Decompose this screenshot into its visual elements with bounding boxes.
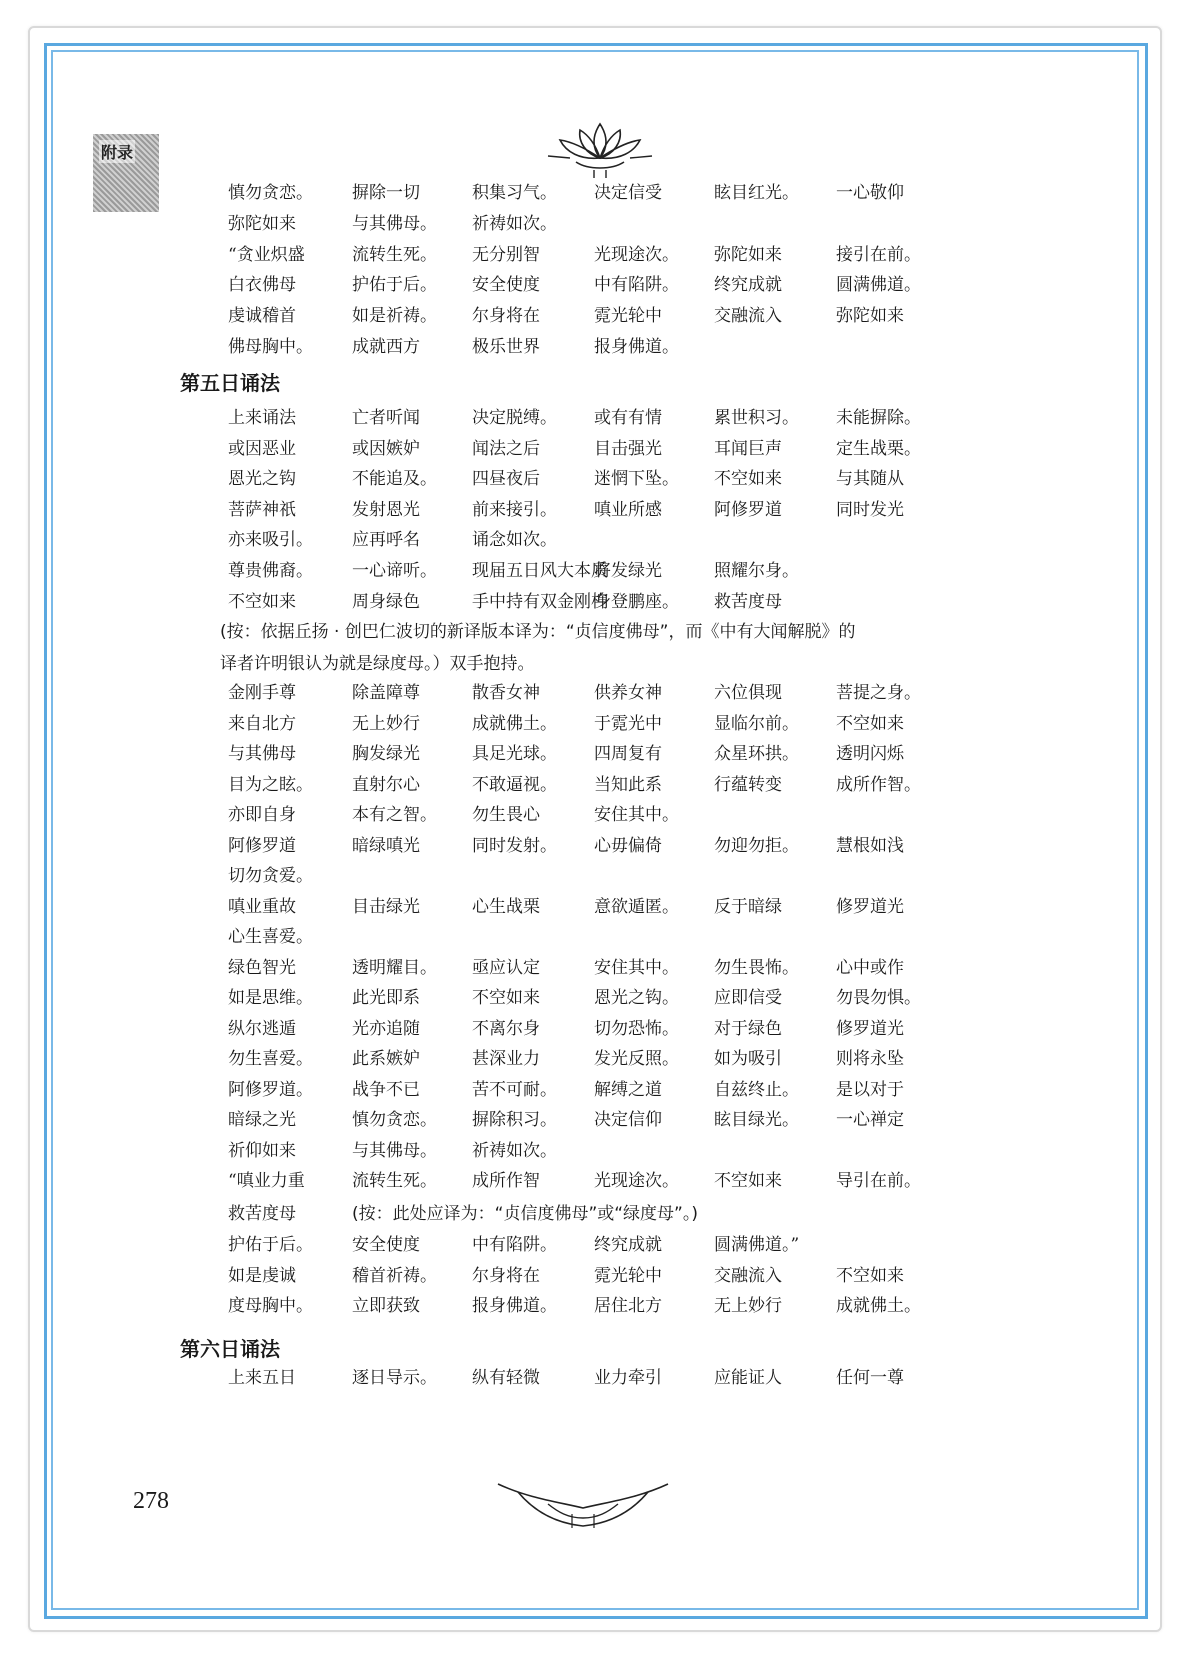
verse-phrase: 慎勿贪恋。: [228, 183, 313, 203]
verse-row: [0, 983, 1188, 1013]
verse-phrase: 亡者听闻: [352, 408, 420, 428]
verse-row: [0, 1230, 1188, 1260]
verse-row: [0, 434, 1188, 464]
verse-phrase: 阿修罗道。: [228, 1079, 313, 1100]
verse-phrase: 目击绿光: [352, 896, 420, 917]
verse-phrase: 弥陀如来: [836, 306, 904, 327]
verse-row: [0, 1014, 1188, 1044]
verse-row: [0, 178, 1188, 208]
verse-phrase: 照耀尔身。: [714, 561, 799, 581]
verse-phrase: 圆满佛道。”: [714, 1235, 800, 1255]
verse-phrase: 决定信仰: [594, 1110, 662, 1130]
verse-phrase: 任何一尊: [836, 1368, 904, 1388]
verse-phrase: 或有有情: [594, 408, 662, 428]
verse-row: [0, 464, 1188, 494]
verse-phrase: 不空如来: [472, 988, 540, 1008]
verse-phrase: 周身绿色: [352, 591, 420, 612]
verse-phrase: 极乐世界: [472, 337, 540, 357]
verse-phrase: 与其佛母。: [352, 213, 437, 234]
verse-phrase: 终究成就: [714, 275, 782, 296]
verse-phrase: 一心谛听。: [352, 561, 437, 581]
verse-phrase: 手中持有双金刚杵: [472, 591, 608, 612]
verse-phrase: 金刚手尊: [228, 683, 296, 703]
verse-phrase: 安全使度: [472, 275, 540, 296]
verse-phrase: 同时发光: [836, 499, 904, 520]
verse-phrase: 慧根如浅: [836, 835, 904, 856]
verse-phrase: 护佑于后。: [352, 275, 437, 296]
verse-phrase: 应再呼名: [352, 530, 420, 551]
verse-phrase: 发射恩光: [352, 499, 420, 520]
verse-phrase: 心生喜爱。: [228, 927, 313, 947]
verse-phrase: 成就佛土。: [472, 713, 557, 734]
verse-phrase: “贪业炽盛: [228, 244, 305, 265]
verse-phrase: 如是思维。: [228, 988, 313, 1008]
verse-phrase: 散香女神: [472, 683, 540, 703]
verse-phrase: 弥陀如来: [714, 244, 782, 265]
verse-phrase: 胸发绿光: [352, 744, 420, 764]
verse-row: [0, 1136, 1188, 1166]
verse-row: [0, 495, 1188, 525]
verse-phrase: 救苦度母: [714, 591, 782, 612]
translator-note-1: [220, 616, 980, 680]
verse-phrase: 安住其中。: [594, 957, 679, 978]
verse-phrase: 切勿恐怖。: [594, 1018, 679, 1039]
verse-phrase: 心中或作: [836, 957, 904, 978]
verse-phrase: 如为吸引: [714, 1049, 782, 1069]
verse-phrase: 不能追及。: [352, 469, 437, 490]
verse-phrase: 成所作智。: [836, 774, 921, 795]
verse-phrase: “嗔业力重: [228, 1171, 305, 1191]
verse-phrase: 一心禅定: [836, 1110, 904, 1130]
verse-row: [0, 800, 1188, 830]
verse-row: [0, 1075, 1188, 1105]
verse-phrase: 不空如来: [714, 1171, 782, 1191]
verse-phrase: 嗔业所感: [594, 499, 662, 520]
verse-phrase: 交融流入: [714, 306, 782, 327]
verse-phrase: 恩光之钩。: [594, 988, 679, 1008]
verse-phrase: 报身佛道。: [594, 337, 679, 357]
verse-phrase: 具足光球。: [472, 744, 557, 764]
verse-phrase: 菩萨神祇: [228, 499, 296, 520]
verse-phrase: 与其佛母。: [352, 1140, 437, 1161]
verse-phrase: 累世积习。: [714, 408, 799, 428]
verse-phrase: 流转生死。: [352, 244, 437, 265]
translator-note-2-row: [0, 1199, 1188, 1229]
verse-row: [0, 892, 1188, 922]
verse-phrase: 决定脱缚。: [472, 408, 557, 428]
verse-phrase: 祈仰如来: [228, 1140, 296, 1161]
verse-phrase: 闻法之后: [472, 438, 540, 459]
verse-phrase: 来自北方: [228, 713, 296, 734]
verse-phrase: 祈祷如次。: [472, 213, 557, 234]
verse-phrase: 应能证人: [714, 1368, 782, 1388]
verse-phrase: 现届五日风大本质: [472, 561, 608, 581]
verse-phrase: 逐日导示。: [352, 1368, 437, 1388]
verse-phrase: 稽首祈祷。: [352, 1265, 437, 1286]
verse-phrase: 弥陀如来: [228, 213, 296, 234]
verse-row: [0, 739, 1188, 769]
verse-row: [0, 1105, 1188, 1135]
verse-phrase: 意欲遁匿。: [594, 896, 679, 917]
verse-phrase: 除盖障尊: [352, 683, 420, 703]
verse-phrase: 光现途次。: [594, 244, 679, 265]
verse-phrase: 亦来吸引。: [228, 530, 313, 551]
verse-row: [0, 922, 1188, 952]
verse-row: [0, 270, 1188, 300]
verse-phrase: 四周复有: [594, 744, 662, 764]
verse-phrase: 中有陷阱。: [472, 1235, 557, 1255]
verse-row: [0, 1363, 1188, 1393]
verse-phrase: 不空如来: [836, 713, 904, 734]
verse-row: [0, 953, 1188, 983]
verse-phrase: 亟应认定: [472, 957, 540, 978]
verse-phrase: 与其随从: [836, 469, 904, 490]
verse-phrase: 勿迎勿拒。: [714, 835, 799, 856]
verse-phrase: 解缚之道: [594, 1079, 662, 1100]
verse-phrase: 此光即系: [352, 988, 420, 1008]
verse-phrase: 众星环拱。: [714, 744, 799, 764]
verse-phrase: 接引在前。: [836, 244, 921, 265]
verse-phrase: 修罗道光: [836, 1018, 904, 1039]
page-number: 278: [133, 1488, 169, 1514]
verse-phrase: 导引在前。: [836, 1171, 921, 1191]
verse-phrase: 目为之眩。: [228, 774, 313, 795]
verse-phrase: 度母胸中。: [228, 1296, 313, 1316]
translator-note-1-line-1: (按：依据丘扬 · 创巴仁波切的新译版本译为：“贞信度佛母”，而《中有大闻解脱》的: [220, 622, 856, 642]
verse-phrase: 前来接引。: [472, 499, 557, 520]
verse-phrase: 摒除一切: [352, 183, 420, 203]
verse-phrase: 光亦追随: [352, 1018, 420, 1039]
verse-phrase: 不空如来: [836, 1265, 904, 1286]
verse-phrase: 与其佛母: [228, 744, 296, 764]
verse-phrase: 对于绿色: [714, 1018, 782, 1039]
verse-phrase: 反于暗绿: [714, 896, 782, 917]
verse-phrase: 未能摒除。: [836, 408, 921, 428]
verse-phrase: 于霓光中: [594, 713, 662, 734]
verse-row: [0, 556, 1188, 586]
verse-phrase: 如是虔诚: [228, 1265, 296, 1286]
verse-phrase: 暗绿之光: [228, 1110, 296, 1130]
verse-phrase: 勿畏勿惧。: [836, 988, 921, 1008]
verse-row: [0, 587, 1188, 617]
verse-phrase: 苦不可耐。: [472, 1079, 557, 1100]
verse-phrase: 透明耀目。: [352, 957, 437, 978]
translator-note-2: (按：此处应译为：“贞信度佛母”或“绿度母”。): [352, 1204, 698, 1224]
verse-phrase: 如是祈祷。: [352, 306, 437, 327]
verse-phrase: 显临尔前。: [714, 713, 799, 734]
verse-phrase: 本有之智。: [352, 805, 437, 825]
verse-phrase: 积集习气。: [472, 183, 557, 203]
verse-phrase: 六位俱现: [714, 683, 782, 703]
verse-phrase: 尊贵佛裔。: [228, 561, 313, 581]
verse-phrase: 流转生死。: [352, 1171, 437, 1191]
verse-row: [0, 831, 1188, 861]
verse-phrase: 尔身将在: [472, 1265, 540, 1286]
verse-phrase: 心毋偏倚: [594, 835, 662, 856]
verse-phrase: 耳闻巨声: [714, 438, 782, 459]
praying-hands-ornament-icon: [488, 1468, 678, 1538]
verse-phrase: 自兹终止。: [714, 1079, 799, 1100]
verse-phrase: 不空如来: [714, 469, 782, 490]
verse-phrase: 直射尔心: [352, 774, 420, 795]
verse-phrase: 居住北方: [594, 1296, 662, 1316]
verse-phrase: 修罗道光: [836, 896, 904, 917]
lotus-ornament-icon: [540, 118, 660, 182]
verse-phrase: 虔诚稽首: [228, 306, 296, 327]
verse-phrase: 迷惘下坠。: [594, 469, 679, 490]
verse-phrase: 慎勿贪恋。: [352, 1110, 437, 1130]
verse-phrase: 霓光轮中: [594, 1265, 662, 1286]
verse-phrase: 定生战栗。: [836, 438, 921, 459]
verse-phrase: 眩目绿光。: [714, 1110, 799, 1130]
verse-phrase: 则将永坠: [836, 1049, 904, 1069]
verse-phrase: 成所作智: [472, 1171, 540, 1191]
verse-phrase: 业力牵引: [594, 1368, 662, 1388]
translator-note-1-line-2: 译者许明银认为就是绿度母。）双手抱持。: [220, 654, 535, 674]
verse-phrase: 不离尔身: [472, 1018, 540, 1039]
verse-phrase: 交融流入: [714, 1265, 782, 1286]
verse-phrase: 中有陷阱。: [594, 275, 679, 296]
verse-phrase: 同时发射。: [472, 835, 557, 856]
verse-phrase: 恩光之钩: [228, 469, 296, 490]
verse-phrase: 身登鹏座。: [594, 591, 679, 612]
verse-phrase: 光现途次。: [594, 1171, 679, 1191]
verse-phrase: 圆满佛道。: [836, 275, 921, 296]
verse-phrase: 无上妙行: [352, 713, 420, 734]
verse-phrase: 立即获致: [352, 1296, 420, 1316]
verse-phrase: 祈祷如次。: [472, 1140, 557, 1161]
verse-phrase: 成就佛土。: [836, 1296, 921, 1316]
verse-row: [0, 861, 1188, 891]
verse-phrase: 不空如来: [228, 591, 296, 612]
verse-phrase: 或因恶业: [228, 438, 296, 459]
verse-phrase: 勿生畏心: [472, 805, 540, 825]
verse-phrase: 战争不已: [352, 1079, 420, 1100]
verse-phrase: 亦即自身: [228, 805, 296, 825]
verse-phrase: 阿修罗道: [714, 499, 782, 520]
verse-phrase: 上来五日: [228, 1368, 296, 1388]
verse-phrase: 白衣佛母: [228, 275, 296, 296]
verse-phrase: 安全使度: [352, 1235, 420, 1255]
verse-phrase: 嗔业重故: [228, 896, 296, 917]
verse-row: [0, 1166, 1188, 1196]
verse-row: [0, 240, 1188, 270]
verse-phrase: 当知此系: [594, 774, 662, 795]
verse-phrase: 此系嫉妒: [352, 1049, 420, 1069]
verse-phrase: 决定信受: [594, 183, 662, 203]
verse-phrase: 报身佛道。: [472, 1296, 557, 1316]
verse-row: [0, 1291, 1188, 1321]
verse-phrase: 暗绿嗔光: [352, 835, 420, 856]
verse-phrase: 绿色智光: [228, 957, 296, 978]
verse-phrase: 无分别智: [472, 244, 540, 265]
verse-phrase: 目击强光: [594, 438, 662, 459]
verse-row: [0, 332, 1188, 362]
verse-phrase: 应即信受: [714, 988, 782, 1008]
verse-phrase: 行蕴转变: [714, 774, 782, 795]
verse-phrase: 不敢逼视。: [472, 774, 557, 795]
verse-row: [0, 525, 1188, 555]
verse-phrase: 或因嫉妒: [352, 438, 420, 459]
verse-phrase: 佛母胸中。: [228, 337, 313, 357]
verse-phrase: 菩提之身。: [836, 683, 921, 703]
verse-phrase: 成就西方: [352, 337, 420, 357]
verse-phrase: 勿生喜爱。: [228, 1049, 313, 1069]
verse-row: [0, 301, 1188, 331]
note-2-lead-verse: 救苦度母: [228, 1204, 296, 1224]
verse-phrase: 将发绿光: [594, 561, 662, 581]
verse-row: [0, 1044, 1188, 1074]
verse-row: [0, 678, 1188, 708]
verse-phrase: 摒除积习。: [472, 1110, 557, 1130]
verse-phrase: 心生战栗: [472, 896, 540, 917]
verse-phrase: 终究成就: [594, 1235, 662, 1255]
verse-row: [0, 709, 1188, 739]
verse-phrase: 是以对于: [836, 1079, 904, 1100]
verse-phrase: 切勿贪爱。: [228, 866, 313, 886]
side-tab-label: 附录: [99, 140, 135, 163]
verse-phrase: 阿修罗道: [228, 835, 296, 856]
verse-phrase: 诵念如次。: [472, 530, 557, 551]
verse-phrase: 供养女神: [594, 683, 662, 703]
verse-phrase: 护佑于后。: [228, 1235, 313, 1255]
verse-phrase: 安住其中。: [594, 805, 679, 825]
verse-phrase: 勿生畏怖。: [714, 957, 799, 978]
verse-row: [0, 403, 1188, 433]
verse-phrase: 上来诵法: [228, 408, 296, 428]
heading-day-five: 第五日诵法: [180, 371, 280, 395]
verse-row: [0, 209, 1188, 239]
verse-phrase: 发光反照。: [594, 1049, 679, 1069]
verse-row: [0, 1261, 1188, 1291]
verse-phrase: 一心敬仰: [836, 183, 904, 203]
verse-phrase: 纵有轻微: [472, 1368, 540, 1388]
verse-phrase: 尔身将在: [472, 306, 540, 327]
verse-phrase: 透明闪烁: [836, 744, 904, 764]
heading-day-six: 第六日诵法: [180, 1337, 280, 1361]
verse-row: [0, 770, 1188, 800]
verse-phrase: 甚深业力: [472, 1049, 540, 1069]
verse-phrase: 纵尔逃遁: [228, 1018, 296, 1039]
verse-phrase: 霓光轮中: [594, 306, 662, 327]
verse-phrase: 无上妙行: [714, 1296, 782, 1316]
verse-phrase: 眩目红光。: [714, 183, 799, 203]
verse-phrase: 四昼夜后: [472, 469, 540, 490]
